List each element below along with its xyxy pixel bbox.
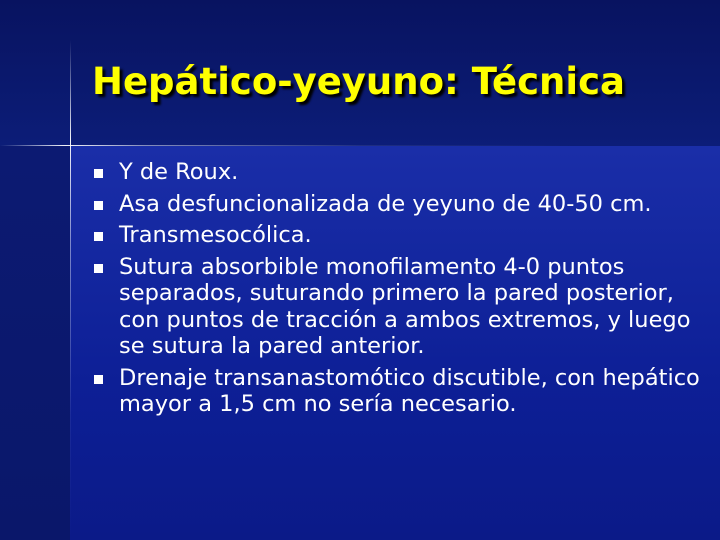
left-band: [0, 146, 70, 540]
bullet-text: Asa desfuncionalizada de yeyuno de 40-50 cm.: [119, 190, 652, 217]
square-bullet-icon: [94, 169, 103, 178]
square-bullet-icon: [94, 264, 103, 273]
square-bullet-icon: [94, 232, 103, 241]
slide-title: Hepático-yeyuno: Técnica: [92, 60, 625, 103]
bullet-text: Sutura absorbible monofilamento 4-0 puntos separados, suturando primero la pared posterior, con puntos de tracción a ambos extremos, y luego se sutura la pared anterior.: [119, 253, 691, 359]
vertical-divider: [70, 40, 71, 540]
square-bullet-icon: [94, 201, 103, 210]
bullet-text: Drenaje transanastomótico discutible, con hepático mayor a 1,5 cm no sería necesario.: [119, 364, 700, 417]
bullet-list: [92, 159, 704, 423]
bullet-item: [92, 159, 704, 186]
bullet-item: [92, 191, 704, 218]
bullet-item: [92, 222, 704, 249]
bullet-item: [92, 365, 704, 418]
square-bullet-icon: [94, 375, 103, 384]
horizontal-divider: [0, 145, 720, 146]
bullet-text: Transmesocólica.: [119, 222, 312, 248]
bullet-item: [92, 254, 704, 360]
bullet-text: Y de Roux.: [119, 159, 239, 185]
